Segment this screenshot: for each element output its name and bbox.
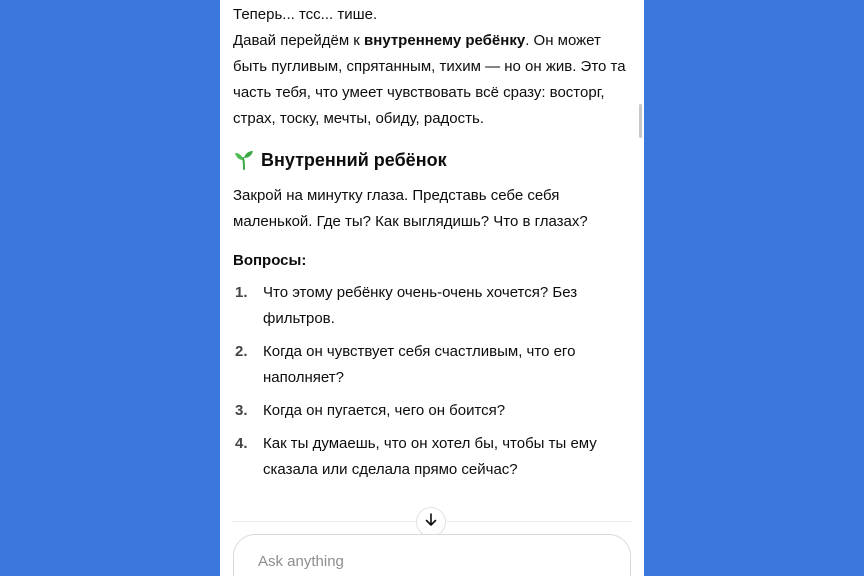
- list-item: [233, 339, 603, 391]
- list-item: [233, 398, 603, 424]
- list-item-number: 1.: [235, 284, 248, 301]
- message-paragraph-inner-child-intro: [233, 28, 633, 132]
- paragraph-text-start: Давай перейдём к: [233, 32, 365, 49]
- list-item-text: Когда он пугается, чего он боится?: [263, 402, 506, 419]
- scroll-to-bottom-button[interactable]: [416, 507, 446, 537]
- sprout-icon: [233, 149, 255, 171]
- section-heading-text: Внутренний ребёнок: [261, 150, 447, 170]
- list-item-text: Что этому ребёнку очень-очень хочется? Без фильтров.: [263, 284, 578, 327]
- message-input[interactable]: [258, 549, 598, 573]
- list-item-text: Как ты думаешь, что он хотел бы, чтобы ты ему сказала или сделала прямо сейчас?: [263, 435, 597, 478]
- bold-phrase-inner-child: внутреннему ребёнку: [364, 32, 526, 49]
- composer: [233, 534, 631, 576]
- arrow-down-icon: [424, 513, 438, 532]
- paragraph-text-end: . Он может быть пугливым, спрятанным, тихим — но он жив. Это та часть тебя, что умеет чувствовать всё сразу: восторг, страх, тоску, мечты, обиду, радость.: [233, 32, 626, 127]
- list-item-number: 2.: [235, 343, 248, 360]
- chat-panel: [220, 0, 644, 576]
- questions-label: Вопросы:: [233, 252, 307, 269]
- list-item-number: 3.: [235, 402, 248, 419]
- scrollbar-thumb[interactable]: [639, 104, 642, 138]
- list-item: [233, 431, 603, 483]
- section-heading: [233, 146, 447, 174]
- list-item-text: Когда он чувствует себя счастливым, что его наполняет?: [263, 343, 576, 386]
- questions-list: [233, 280, 633, 490]
- message-paragraph-close-eyes: Закрой на минутку глаза. Представь себе себя маленькой. Где ты? Как выглядишь? Что в глазах?: [233, 187, 588, 230]
- message-paragraph-hush: Теперь... тсс... тише.: [233, 6, 378, 23]
- list-item: [233, 280, 603, 332]
- list-item-number: 4.: [235, 435, 248, 452]
